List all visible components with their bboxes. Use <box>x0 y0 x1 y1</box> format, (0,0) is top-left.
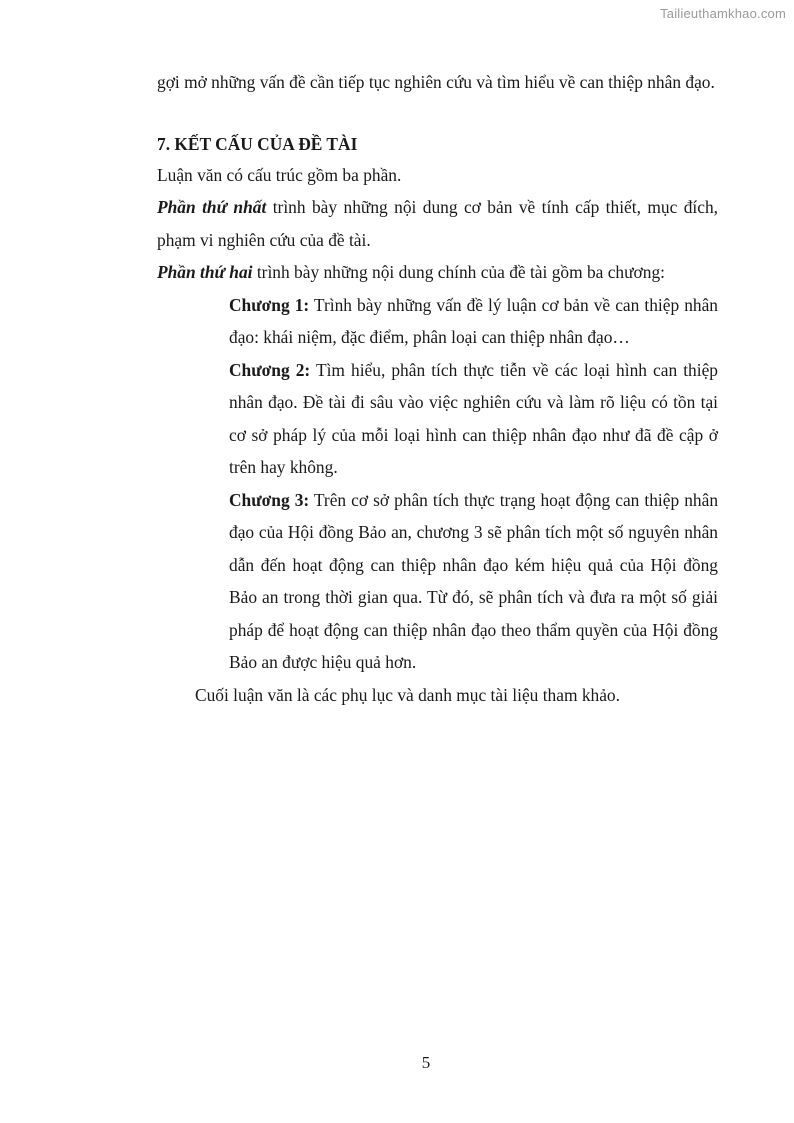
part-two-text: trình bày những nội dung chính của đề tài gồm ba chương: <box>252 262 665 282</box>
chapter-one-label: Chương 1: <box>229 294 310 315</box>
chapter-three-label: Chương 3: <box>229 489 310 510</box>
chapter-three-text: Trên cơ sở phân tích thực trạng hoạt động can thiệp nhân đạo của Hội đồng Bảo an, chương 3 sẽ phân tích một số nguyên nhân dẫn đến hoạt động can thiệp nhân đạo kém hiệu quả của Hội đồng Bảo an trong thời gian qua. Từ đó, sẽ phân tích và đưa ra một số giải pháp để hoạt động can thiệp nhân đạo theo thẩm quyền của Hội đồng Bảo an được hiệu quả hơn. <box>229 489 719 672</box>
part-one-paragraph <box>157 191 718 256</box>
page-body <box>157 66 718 711</box>
chapter-two-paragraph <box>229 354 718 484</box>
chapter-two-text: Tìm hiểu, phân tích thực tiễn về các loại hình can thiệp nhân đạo. Đề tài đi sâu vào việc nghiên cứu và làm rõ liệu có tồn tại cơ sở pháp lý của mỗi loại hình can thiệp nhân đạo như đã đề cập ở trên hay không. <box>229 359 719 477</box>
part-one-text: trình bày những nội dung cơ bản về tính cấp thiết, mục đích, phạm vi nghiên cứu của đề tài. <box>157 197 719 250</box>
page-number: 5 <box>421 1053 431 1072</box>
section-heading: 7. KẾT CẤU CỦA ĐỀ TÀI <box>157 133 358 154</box>
watermark-text: Tailieuthamkhao.com <box>660 6 786 21</box>
part-one-label: Phần thứ nhất <box>157 197 267 217</box>
part-two-label: Phần thứ hai <box>157 262 253 282</box>
structure-summary: Luận văn có cấu trúc gồm ba phần. <box>157 164 402 185</box>
chapter-three-paragraph <box>229 484 718 679</box>
intro-paragraph: gợi mở những vấn đề cần tiếp tục nghiên cứu và tìm hiểu về can thiệp nhân đạo. <box>157 72 715 92</box>
paragraph-spacer <box>157 99 718 131</box>
chapter-one-text: Trình bày những vấn đề lý luận cơ bản về can thiệp nhân đạo: khái niệm, đặc điểm, phân loại can thiệp nhân đạo… <box>229 294 719 347</box>
part-two-paragraph <box>157 256 718 289</box>
chapter-two-label: Chương 2: <box>229 359 311 380</box>
closing-paragraph: Cuối luận văn là các phụ lục và danh mục tài liệu tham khảo. <box>195 684 620 705</box>
chapter-one-paragraph <box>229 289 718 354</box>
